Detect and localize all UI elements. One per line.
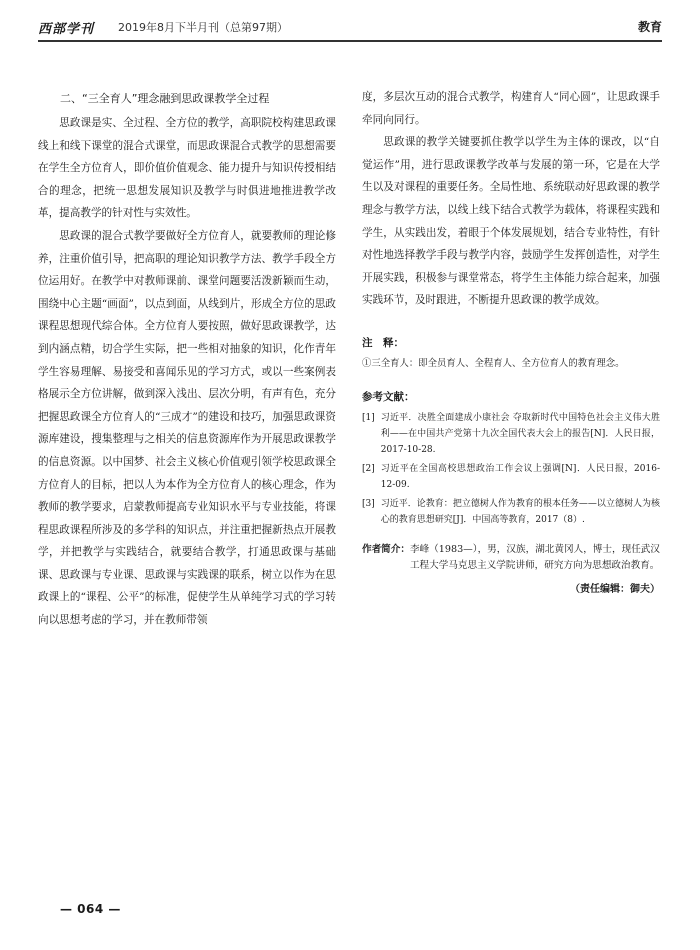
section-tag: 教育 bbox=[637, 20, 662, 34]
reference-number: [2] bbox=[362, 463, 375, 474]
reference-text: 习近平．决胜全面建成小康社会 夺取新时代中国特色社会主义伟大胜利——在中国共产党第十九次全国代表大会上的报告[N]．人民日报，2017-10-28. bbox=[380, 412, 660, 455]
author-bio bbox=[362, 542, 660, 575]
right-column bbox=[362, 86, 660, 820]
references-label: 参考文献： bbox=[362, 390, 415, 403]
notes-label: 注 释： bbox=[362, 336, 404, 349]
body-paragraph-continued: 度，多层次互动的混合式教学，构建育人“同心圆”，让思政课手牵同向同行。 bbox=[362, 91, 660, 126]
section-heading: 二、“三全育人”理念融到思政课教学全过程 bbox=[60, 92, 270, 105]
left-column bbox=[38, 88, 336, 820]
author-text: 李峰（1983—），男，汉族，湖北黄冈人，博士，现任武汉工程大学马克思主义学院讲师，研究方向为思想政治教育。 bbox=[409, 543, 660, 572]
reference-text: 习近平．论教育：把立德树人作为教育的根本任务——以立德树人为核心的教育思想研究[J]．中国高等教育，2017（8）. bbox=[380, 498, 660, 525]
body-paragraph: 思政课的教学关键要抓住教学以学生为主体的课改，以“自觉运作”用，进行思政课教学改革与发展的第一环，它是在大学生以及对课程的重要任务。全局性地、系统联动好思政课的教学理念与教学方法，以线上线下结合式教学为载体，将课程实践和学生，从实践出发，着眼于个体发展规划，结合专业特性，有针对性地选择教学手段与教学内容，鼓励学生发挥创造性，对学生开展实践，积极参与课堂常态，将学生主体能力综合起来，加强实践环节，及时跟进，不断提升思政课的教学成效。 bbox=[362, 136, 660, 307]
reference-item bbox=[362, 410, 660, 458]
reference-text: 习近平在全国高校思想政治工作会议上强调[N]．人民日报，2016-12-09. bbox=[380, 463, 660, 490]
body-paragraph: 思政课是实、全过程、全方位的教学，高职院校构建思政课线上和线下课堂的混合式课堂，而思政课混合式教学的思想需要在学生全方位育人，即价值价值观念、能力提升与知识传授相结合的理念，把统一思想发展知识及教学与时俱进地推进教学改革，提高教学的针对性与实效性。 bbox=[38, 117, 336, 220]
author-label: 作者简介： bbox=[362, 543, 410, 555]
note-item: ①三全育人：即全员育人、全程育人、全方位育人的教育理念。 bbox=[362, 357, 625, 369]
reference-item bbox=[362, 461, 660, 493]
reference-item bbox=[362, 496, 660, 528]
running-header bbox=[38, 18, 662, 42]
issue-info: 2019年8月下半月刊（总第97期） bbox=[118, 21, 288, 34]
body-paragraph: 思政课的混合式教学要做好全方位育人，就要教师的理论修养，注重价值引导，把高职的理论知识教学方法、教学手段全方位运用好。在教学中对教师课前、课堂问题要活泼新颖而生动，围绕中心主题“画面”，以点到面，从线到片，形成全方位的思政课程思想现代综合体。全方位育人要按照，做好思政课教学，达到内涵点精，切合学生实际，把一些相对抽象的知识，化作青年学生容易理解、易接受和喜闻乐见的学习方式，或以一些案例表格展示全方位讲解，做到深入浅出、层次分明，有声有色，充分把握思政课全方位育人的“三成才”的建设和技巧，加强思政课资源库建设，搜集整理与之相关的信息资源库作为开展思政课教学的信息资源。以中国梦、社会主义核心价值观引领学校思政课全方位育人的目标，把以人为本作为全方位育人的核心理念，作为教师的教学要求，启蒙教师提高专业知识水平与专业技能，将课程思政课程所涉及的多学科的知识点，并注重把握新热点开展教学，并把教学与实践结合，就要结合教学，打通思政课与基础课、思政课与专业课、思政课与实践课的联系，树立以作为在思政课上的“课程、公平”的标准，促使学生从单纯学习式的学习转向以思想考虑的学习，并在教师带领 bbox=[38, 229, 336, 627]
reference-number: [3] bbox=[362, 498, 375, 509]
journal-name: 西部学刊 bbox=[38, 22, 95, 37]
reference-number: [1] bbox=[362, 412, 375, 423]
responsible-editor: （责任编辑：御夫） bbox=[570, 583, 660, 595]
page-number: — 064 — bbox=[60, 902, 121, 916]
